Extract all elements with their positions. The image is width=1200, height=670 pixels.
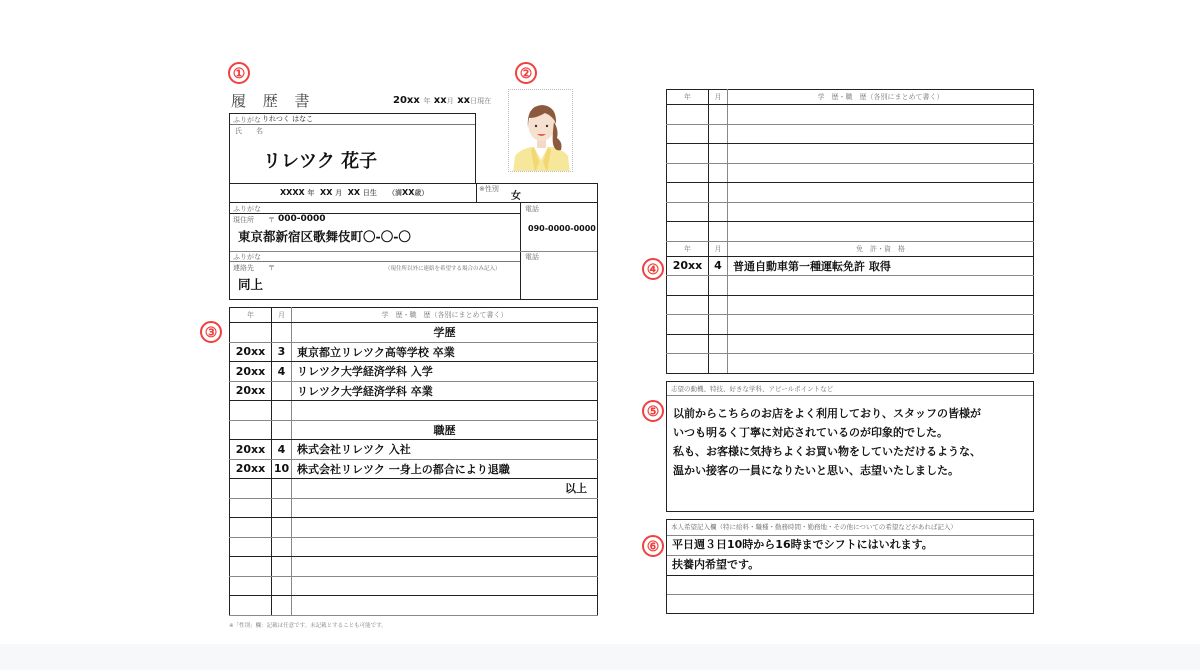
header-year: 年 [667, 90, 709, 105]
cell-month[interactable] [709, 183, 728, 203]
cell-month[interactable] [272, 596, 292, 616]
cell-content[interactable]: 株式会社リレツク 入社 [292, 440, 598, 460]
cell-month[interactable] [709, 222, 728, 242]
table-row [667, 222, 1034, 242]
contact-furigana-label: ふりがな [233, 253, 261, 261]
cell-year[interactable] [667, 105, 709, 125]
table-row [230, 576, 598, 596]
cell-year[interactable] [667, 315, 709, 335]
table-row [230, 440, 598, 460]
divider [667, 395, 1033, 396]
cell-year[interactable] [230, 498, 272, 518]
cell-content[interactable] [728, 105, 1034, 125]
cell-content[interactable] [728, 334, 1034, 354]
cell-content[interactable] [728, 163, 1034, 183]
cell-year[interactable] [667, 163, 709, 183]
cell-month[interactable] [709, 163, 728, 183]
cell-month[interactable]: 3 [272, 342, 292, 362]
address-label: 現住所 [233, 216, 254, 224]
wishes-label: 本人希望記入欄（特に給料・職種・勤務時間・勤務地・その他についての希望などがあれば記入） [671, 523, 957, 531]
address-block [229, 202, 598, 300]
badge-2: ② [515, 62, 537, 84]
table-header [667, 90, 1034, 105]
cell-year[interactable] [667, 354, 709, 374]
cell-year[interactable]: 20xx [230, 381, 272, 401]
table-row [230, 596, 598, 616]
motivation-line: 私も、お客様に気持ちよくお買い物をしていただけるような、 [673, 445, 981, 458]
cell-content[interactable] [292, 401, 598, 421]
cell-month[interactable] [272, 518, 292, 538]
cell-month[interactable] [272, 537, 292, 557]
current-date [393, 95, 491, 106]
header-month: 月 [709, 241, 728, 256]
history-table-right [666, 89, 1034, 374]
cell-year[interactable] [230, 596, 272, 616]
motivation-text [673, 404, 981, 480]
license-row [667, 295, 1034, 315]
motivation-line: 温かい接客の一員になりたいと思い、志望いたしました。 [673, 464, 959, 477]
cell-year[interactable] [230, 576, 272, 596]
cell-content[interactable]: リレツク大学経済学科 入学 [292, 362, 598, 382]
birth-day: XX [347, 188, 361, 197]
wish-line[interactable]: 平日週３日10時から16時までシフトにはいれます。 [667, 535, 1033, 555]
cell-content[interactable] [292, 596, 598, 616]
header-content: 学 歴・職 歴（各別にまとめて書く） [728, 90, 1034, 105]
contact-postal-mark: 〒 [268, 264, 275, 272]
cell-content[interactable] [728, 276, 1034, 296]
table-row [230, 518, 598, 538]
table-row [230, 323, 598, 343]
cell-content[interactable] [728, 295, 1034, 315]
cell-month[interactable] [272, 323, 292, 343]
license-row [667, 276, 1034, 296]
table-row [667, 124, 1034, 144]
cell-content[interactable] [292, 498, 598, 518]
header-year: 年 [667, 241, 709, 256]
cell-year[interactable] [230, 557, 272, 577]
badge-1: ① [228, 62, 250, 84]
date-year: 20xx [393, 95, 420, 106]
divider [476, 184, 477, 202]
table-row [230, 498, 598, 518]
contact-phone-label: 電話 [525, 253, 539, 261]
cell-content[interactable] [292, 576, 598, 596]
cell-content[interactable] [292, 537, 598, 557]
cell-year[interactable]: 20xx [230, 459, 272, 479]
table-row [230, 342, 598, 362]
cell-year[interactable] [667, 124, 709, 144]
address-postal[interactable]: 000-0000 [278, 214, 326, 224]
cell-year[interactable] [667, 183, 709, 203]
birth-day-unit: 日生 [362, 189, 377, 197]
license-row [667, 315, 1034, 335]
cell-content[interactable]: 学歴 [292, 323, 598, 343]
badge-3: ③ [200, 321, 222, 343]
age-suffix: 歳） [414, 189, 429, 197]
address-phone-label: 電話 [525, 205, 539, 213]
wishes-box [666, 519, 1034, 614]
divider [230, 261, 520, 262]
gender-label: ※性別 [479, 185, 499, 193]
cell-month[interactable]: 4 [272, 362, 292, 382]
name-value[interactable]: リレツク 花子 [263, 151, 378, 172]
cell-year[interactable] [230, 420, 272, 440]
cell-content[interactable]: 以上 [292, 479, 598, 499]
birth-year-unit: 年 [307, 189, 315, 197]
cell-year[interactable]: 20xx [230, 362, 272, 382]
history-table-left [229, 307, 598, 616]
badge-6: ⑥ [642, 535, 664, 557]
address-furigana-label: ふりがな [233, 205, 261, 213]
cell-month[interactable]: 10 [272, 459, 292, 479]
badge-5: ⑤ [642, 400, 664, 422]
name-furigana-label: ふりがな [233, 116, 261, 124]
header-month: 月 [272, 308, 292, 323]
cell-month[interactable] [709, 315, 728, 335]
cell-content[interactable]: 東京都立リレツク高等学校 卒業 [292, 342, 598, 362]
cell-year[interactable] [230, 479, 272, 499]
table-row [230, 381, 598, 401]
cell-month[interactable] [709, 334, 728, 354]
date-year-unit: 年 [423, 97, 431, 105]
gender-value[interactable]: 女 [511, 191, 521, 202]
cell-month[interactable] [272, 576, 292, 596]
motivation-label: 志望の動機、特技、好きな学科、アピールポイントなど [671, 385, 834, 393]
cell-month[interactable] [272, 498, 292, 518]
cell-year[interactable]: 20xx [230, 342, 272, 362]
divider [230, 251, 597, 252]
cell-year[interactable] [667, 295, 709, 315]
address-postal-mark: 〒 [268, 216, 275, 224]
table-row [230, 459, 598, 479]
contact-value[interactable]: 同上 [238, 277, 264, 292]
cell-month[interactable]: 4 [272, 440, 292, 460]
name-label: 氏 名 [235, 127, 263, 135]
cell-content[interactable] [728, 144, 1034, 164]
header-content: 免 許・資 格 [728, 241, 1034, 256]
header-month: 月 [709, 90, 728, 105]
divider [230, 213, 520, 214]
table-row [667, 202, 1034, 222]
date-month-unit: 月 [446, 97, 454, 105]
date-day: xx [457, 95, 471, 106]
table-row [667, 105, 1034, 125]
cell-year[interactable]: 20xx [667, 256, 709, 276]
wish-line[interactable]: 扶養内希望です。 [667, 555, 1033, 575]
license-row [667, 256, 1034, 276]
badge-4: ④ [642, 258, 664, 280]
cell-content[interactable] [728, 354, 1034, 374]
cell-year[interactable] [667, 334, 709, 354]
cell-content[interactable] [728, 222, 1034, 242]
table-row [230, 557, 598, 577]
cell-month[interactable]: 4 [709, 256, 728, 276]
birth-row [229, 183, 598, 203]
name-box [229, 113, 476, 184]
cell-month[interactable] [709, 295, 728, 315]
motivation-box[interactable] [666, 381, 1034, 512]
contact-hint: （現住所以外に連絡を希望する場合のみ記入） [385, 266, 501, 272]
header-content: 学 歴・職 歴（各別にまとめて書く） [292, 308, 598, 323]
cell-content[interactable] [728, 315, 1034, 335]
footer-band [0, 644, 1200, 670]
table-row [230, 362, 598, 382]
cell-year[interactable] [667, 202, 709, 222]
birth-year: XXXX [280, 188, 305, 197]
license-row [667, 354, 1034, 374]
gender-footnote: ※「性別」欄：記載は任意です。未記載とすることも可能です。 [229, 623, 387, 629]
contact-label: 連絡先 [233, 264, 254, 272]
cell-year[interactable] [230, 518, 272, 538]
cell-month[interactable] [709, 144, 728, 164]
cell-year[interactable] [667, 222, 709, 242]
address-value[interactable]: 東京都新宿区歌舞伎町〇-〇-〇 [238, 229, 411, 244]
license-row [667, 334, 1034, 354]
document-title: 履 歴 書 [231, 92, 316, 110]
cell-content[interactable] [728, 124, 1034, 144]
cell-content[interactable] [292, 557, 598, 577]
birth-date[interactable] [280, 188, 428, 198]
cell-month[interactable] [272, 479, 292, 499]
table-row [667, 163, 1034, 183]
cell-content[interactable] [728, 202, 1034, 222]
cell-year[interactable] [667, 144, 709, 164]
person-photo-icon [509, 90, 573, 172]
name-furigana[interactable]: りれつく はなこ [262, 115, 314, 123]
id-photo [508, 89, 573, 172]
cell-month[interactable] [709, 276, 728, 296]
table-row [230, 479, 598, 499]
date-month: xx [433, 95, 447, 106]
table-header [230, 308, 598, 323]
licenses-header [667, 241, 1034, 256]
cell-month[interactable] [709, 354, 728, 374]
cell-content[interactable]: 普通自動車第一種運転免許 取得 [728, 256, 1034, 276]
table-row [667, 183, 1034, 203]
cell-content[interactable]: 株式会社リレツク 一身上の都合により退職 [292, 459, 598, 479]
wish-line[interactable] [667, 594, 1033, 614]
table-row [230, 401, 598, 421]
wish-line[interactable] [667, 575, 1033, 595]
birth-month-unit: 月 [335, 189, 343, 197]
address-phone[interactable]: 090-0000-0000 [528, 224, 596, 233]
birth-month: XX [320, 188, 333, 197]
cell-year[interactable] [230, 323, 272, 343]
motivation-line: 以前からこちらのお店をよく利用しており、スタッフの皆様が [673, 407, 981, 420]
cell-year[interactable] [230, 537, 272, 557]
cell-month[interactable] [709, 105, 728, 125]
age-prefix: （満 [388, 189, 403, 197]
divider [230, 124, 475, 125]
header-year: 年 [230, 308, 272, 323]
cell-year[interactable] [230, 401, 272, 421]
motivation-line: いつも明るく丁寧に対応されているのが印象的でした。 [673, 426, 948, 439]
cell-month[interactable] [709, 124, 728, 144]
cell-month[interactable] [272, 381, 292, 401]
cell-content[interactable] [728, 183, 1034, 203]
cell-year[interactable] [667, 276, 709, 296]
table-row [230, 537, 598, 557]
age-value: XX [402, 188, 415, 197]
cell-content[interactable]: 職歴 [292, 420, 598, 440]
table-row [667, 144, 1034, 164]
date-day-unit: 日現在 [470, 97, 492, 105]
cell-content[interactable]: リレツク大学経済学科 卒業 [292, 381, 598, 401]
cell-month[interactable] [272, 420, 292, 440]
cell-month[interactable] [272, 401, 292, 421]
cell-content[interactable] [292, 518, 598, 538]
table-row [230, 420, 598, 440]
cell-month[interactable] [709, 202, 728, 222]
cell-year[interactable]: 20xx [230, 440, 272, 460]
cell-month[interactable] [272, 557, 292, 577]
